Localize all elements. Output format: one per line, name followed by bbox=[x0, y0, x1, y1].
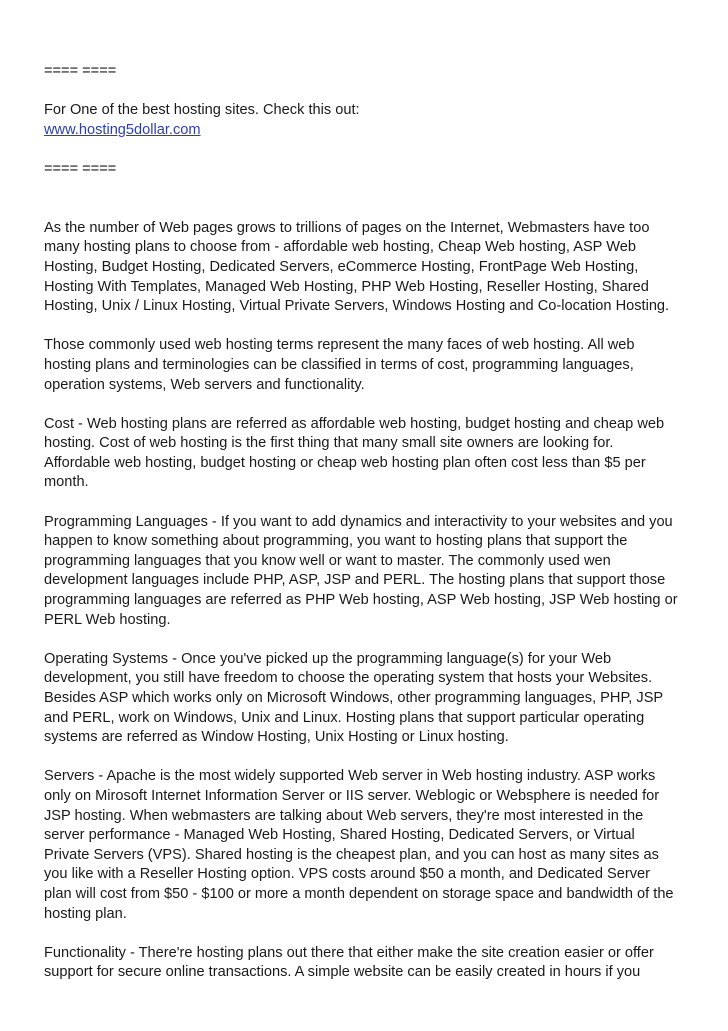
paragraph-line: Programming Languages - If you want to add dynamics and interactivity to your websites and you bbox=[44, 513, 673, 530]
paragraph-line: systems are referred as Window Hosting, Unix Hosting or Linux hosting. bbox=[44, 729, 509, 746]
paragraph-line: plan will cost from $50 - $100 or more a month dependent on storage space and bandwidth of the bbox=[44, 885, 674, 902]
paragraph-line: Private Servers (VPS). Shared hosting is the cheapest plan, and you can host as many sites as bbox=[44, 846, 659, 863]
paragraph-line: Those commonly used web hosting terms represent the many faces of web hosting. All web bbox=[44, 337, 635, 354]
paragraph-line: programming languages that you know well or want to master. The commonly used wen bbox=[44, 552, 611, 569]
separator-top: ==== ==== bbox=[44, 63, 117, 79]
paragraph-line: development languages include PHP, ASP, JSP and PERL. The hosting plans that support those bbox=[44, 572, 666, 589]
paragraph-servers bbox=[44, 767, 694, 924]
paragraph-line: you like with a Reseller Hosting option. VPS costs around $50 a month, and Dedicated Server bbox=[44, 866, 650, 883]
paragraph-line: month. bbox=[44, 474, 89, 491]
paragraph-line: happen to know something about programming, you want to hosting plans that support the bbox=[44, 533, 628, 550]
paragraph-programming-languages bbox=[44, 513, 694, 631]
paragraph-line: Hosting, Budget Hosting, Dedicated Servers, eCommerce Hosting, FrontPage Web Hosting, bbox=[44, 258, 639, 275]
paragraph-line: hosting plan. bbox=[44, 905, 127, 922]
paragraph-operating-systems bbox=[44, 650, 694, 748]
paragraph-cost bbox=[44, 415, 694, 493]
paragraph-line: hosting. Cost of web hosting is the first thing that many small site owners are looking for. bbox=[44, 435, 614, 452]
paragraph-terms bbox=[44, 336, 694, 395]
paragraph-functionality bbox=[44, 944, 694, 983]
paragraph-intro bbox=[44, 219, 694, 317]
paragraph-line: Cost - Web hosting plans are referred as affordable web hosting, budget hosting and cheap web bbox=[44, 415, 665, 432]
promo-text: For One of the best hosting sites. Check this out: bbox=[44, 102, 360, 119]
paragraph-line: hosting plans and terminologies can be classified in terms of cost, programming languages, bbox=[44, 356, 634, 373]
paragraph-line: server performance - Managed Web Hosting, Shared Hosting, Dedicated Servers, or Virtual bbox=[44, 827, 635, 844]
paragraph-line: Besides ASP which works only on Microsoft Windows, other programming languages, PHP, JSP bbox=[44, 690, 664, 706]
separator-bottom: ==== ==== bbox=[44, 160, 117, 177]
document-body bbox=[44, 219, 694, 983]
paragraph-line: Operating Systems - Once you've picked up the programming language(s) for your Web bbox=[44, 650, 612, 667]
document-page bbox=[44, 62, 694, 1003]
paragraph-line: operation systems, Web servers and functionality. bbox=[44, 376, 365, 393]
paragraph-line: PERL Web hosting. bbox=[44, 611, 171, 628]
paragraph-line: only on Mirosoft Internet Information Server or IIS server. Weblogic or Websphere is needed for bbox=[44, 787, 660, 804]
paragraph-line: many hosting plans to choose from - affordable web hosting, Cheap Web hosting, ASP Web bbox=[44, 239, 636, 256]
paragraph-line: JSP hosting. When webmasters are talking about Web servers, they're most interested in the bbox=[44, 807, 644, 824]
paragraph-line: Affordable web hosting, budget hosting or cheap web hosting plan often cost less than $5 per bbox=[44, 454, 646, 471]
paragraph-line: Hosting With Templates, Managed Web Hosting, PHP Web Hosting, Reseller Hosting, Shared bbox=[44, 278, 649, 295]
paragraph-line: support for secure online transactions. A simple website can be easily created in hours if you bbox=[44, 964, 641, 981]
paragraph-line: Functionality - There're hosting plans out there that either make the site creation easier or offer bbox=[44, 944, 654, 961]
promo-link[interactable]: www.hosting5dollar.com bbox=[44, 121, 201, 138]
paragraph-line: As the number of Web pages grows to trillions of pages on the Internet, Webmasters have too bbox=[44, 219, 650, 236]
paragraph-line: and PERL, work on Windows, Unix and Linux. Hosting plans that support particular operating bbox=[44, 709, 645, 726]
paragraph-line: Hosting, Unix / Linux Hosting, Virtual Private Servers, Windows Hosting and Co-location Hosting. bbox=[44, 298, 670, 315]
paragraph-line: Servers - Apache is the most widely supported Web server in Web hosting industry. ASP works bbox=[44, 768, 656, 785]
paragraph-line: development, you still have freedom to choose the operating system that hosts your Websites. bbox=[44, 670, 653, 687]
paragraph-line: programming languages are referred as PHP Web hosting, ASP Web hosting, JSP Web hosting or bbox=[44, 592, 678, 609]
